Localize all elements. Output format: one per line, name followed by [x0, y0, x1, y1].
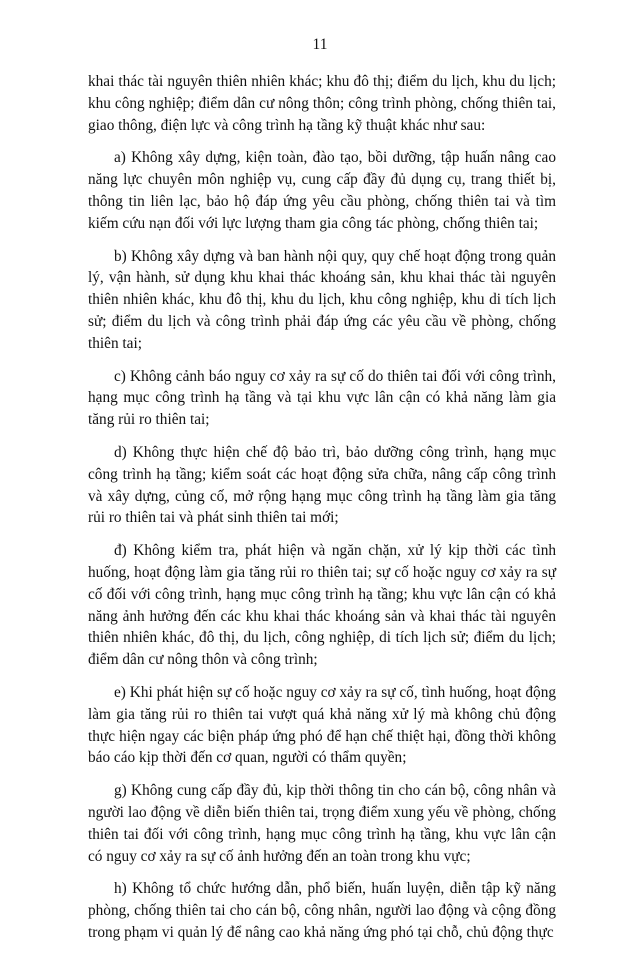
paragraph-item-a: a) Không xây dựng, kiện toàn, đào tạo, bồi dưỡng, tập huấn nâng cao năng lực chuyên môn nghiệp vụ, cung cấp đầy đủ dụng cụ, trang thiết bị, thông tin liên lạc, bảo hộ đáp ứng yêu cầu phòng, chống thiên tai và tìm kiếm cứu nạn đối với lực lượng tham gia công tác phòng, chống thiên tai;: [88, 149, 556, 232]
page-number: 11: [312, 36, 328, 53]
paragraph-item-e: e) Khi phát hiện sự cố hoặc nguy cơ xảy ra sự cố, tình huống, hoạt động làm gia tăng rủi ro thiên tai vượt quá khả năng xử lý mà không chủ động thực hiện ngay các biện pháp ứng phó để hạn chế thiệt hại, đồng thời không báo cáo kịp thời đến cơ quan, người có thẩm quyền;: [88, 683, 556, 767]
paragraph-item-g: g) Không cung cấp đầy đủ, kịp thời thông tin cho cán bộ, công nhân và người lao động về diễn biến thiên tai, trọng điểm xung yếu về phòng, chống thiên tai đối với công trình, hạng mục công trình hạ tầng, khu vực lân cận có nguy cơ xảy ra sự cố ảnh hưởng đến an toàn trong khu vực;: [88, 782, 556, 865]
paragraph-item-h: h) Không tổ chức hướng dẫn, phổ biến, huấn luyện, diễn tập kỹ năng phòng, chống thiên tai cho cán bộ, công nhân, người lao động và cộng đồng trong phạm vi quản lý để nâng cao khả năng ứng phó tại chỗ, chủ động thực: [88, 880, 556, 941]
paragraph-continuation: khai thác tài nguyên thiên nhiên khác; khu đô thị; điểm du lịch, khu du lịch; khu công nghiệp; điểm dân cư nông thôn; công trình phòng, chống thiên tai, giao thông, điện lực và công trình hạ tầng kỹ thuật khác như sau:: [88, 73, 556, 134]
paragraph-item-b: b) Không xây dựng và ban hành nội quy, quy chế hoạt động trong quản lý, vận hành, sử dụng khu khai thác khoáng sản, khu khai thác tài nguyên thiên nhiên khác, khu đô thị, khu du lịch, khu công nghiệp, khu di tích lịch sử; điểm du lịch và công trình phải đáp ứng các yêu cầu về phòng, chống thiên tai;: [88, 247, 556, 352]
paragraph-item-c: c) Không cảnh báo nguy cơ xảy ra sự cố do thiên tai đối với công trình, hạng mục công trình hạ tầng và tại khu vực lân cận có khả năng làm gia tăng rủi ro thiên tai;: [88, 367, 556, 429]
paragraph-item-dd: đ) Không kiểm tra, phát hiện và ngăn chặn, xử lý kịp thời các tình huống, hoạt động làm gia tăng rủi ro thiên tai; sự cố hoặc nguy cơ xảy ra sự cố đối với công trình, hạng mục công trình hạ tầng; khu vực lân cận có khả năng ảnh hưởng đến các khu khai thác khoáng sản và khai thác tài nguyên thiên nhiên khác, đô thị, du lịch, công nghiệp, di tích lịch sử; điểm du lịch; điểm dân cư nông thôn và công trình;: [88, 542, 556, 669]
document-body: [88, 71, 556, 955]
paragraph-item-d: d) Không thực hiện chế độ bảo trì, bảo dưỡng công trình, hạng mục công trình hạ tầng; kiểm soát các hoạt động sửa chữa, nâng cấp công trình và xây dựng, củng cố, mở rộng hạng mục công trình hạ tầng làm gia tăng rủi ro thiên tai và phát sinh thiên tai mới;: [88, 443, 556, 527]
